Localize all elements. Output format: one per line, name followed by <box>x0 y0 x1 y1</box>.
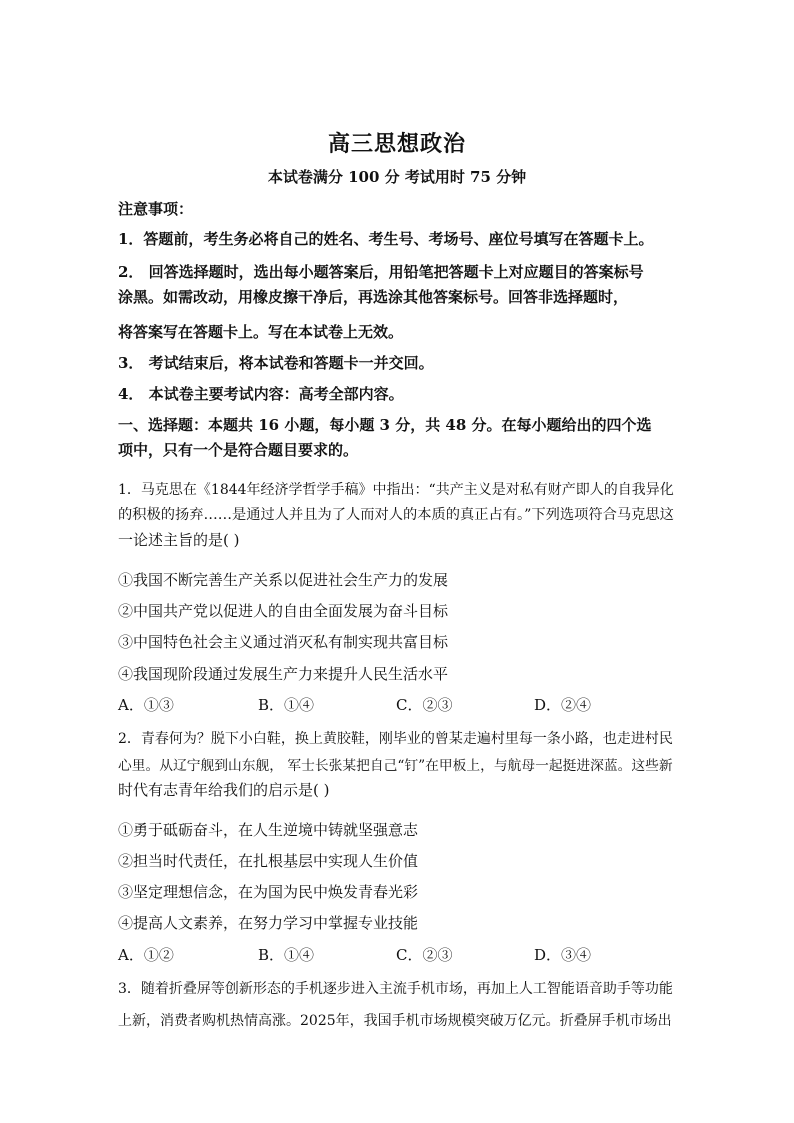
q2-option-c[interactable]: C．②③ <box>396 946 453 964</box>
q1-option-d[interactable]: D．②④ <box>534 696 592 714</box>
q1-stem-line-3: 一论述主旨的是( ) <box>118 531 240 549</box>
note-item-2-line-1: 2． 回答选择题时，选出每小题答案后，用铅笔把答题卡上对应题目的答案标号 <box>118 263 644 281</box>
q1-option-a[interactable]: A．①③ <box>118 696 174 714</box>
q1-statement-2: ②中国共产党以促进人的自由全面发展为奋斗目标 <box>118 602 449 620</box>
q1-statement-4: ④我国现阶段通过发展生产力来提升人民生活水平 <box>118 665 449 683</box>
q1-statement-1: ①我国不断完善生产关系以促进社会生产力的发展 <box>118 571 449 589</box>
exam-info: 本试卷满分 100 分 考试用时 75 分钟 <box>267 168 527 186</box>
q1-statement-3: ③中国特色社会主义通过消灭私有制实现共富目标 <box>118 633 449 651</box>
note-item-1: 1．答题前，考生务必将自己的姓名、考生号、考场号、座位号填写在答题卡上。 <box>118 230 654 248</box>
section-heading-line-2: 项中，只有一个是符合题目要求的。 <box>118 441 359 459</box>
note-item-4: 4． 本试卷主要考试内容：高考全部内容。 <box>118 385 404 403</box>
q2-option-d[interactable]: D．③④ <box>534 946 592 964</box>
q3-stem-line-1: 3．随着折叠屏等创新形态的手机逐步进入主流手机市场，再加上人工智能语音助手等功能 <box>118 981 673 997</box>
page-title: 高三思想政治 <box>327 131 466 157</box>
note-item-2-line-2: 涂黑。如需改动，用橡皮擦干净后，再选涂其他答案标号。回答非选择题时， <box>118 288 629 306</box>
q1-stem-line-2: 的积极的扬弃……是通过人并且为了人而对人的本质的真正占有。”下列选项符合马克思这 <box>118 507 674 523</box>
q2-statement-4: ④提高人文素养，在努力学习中掌握专业技能 <box>118 914 419 932</box>
q2-option-a[interactable]: A．①② <box>118 946 174 964</box>
q1-option-b[interactable]: B．①④ <box>258 696 315 714</box>
q2-option-b[interactable]: B．①④ <box>258 946 315 964</box>
section-heading-line-1: 一、选择题：本题共 16 小题，每小题 3 分，共 48 分。在每小题给出的四个选 <box>118 416 652 434</box>
q2-statement-3: ③坚定理想信念，在为国为民中焕发青春光彩 <box>118 883 419 901</box>
q2-statement-1: ①勇于砥砺奋斗，在人生逆境中铸就坚强意志 <box>118 821 419 839</box>
q2-stem-line-3: 时代有志青年给我们的启示是( ) <box>118 781 330 799</box>
note-item-3: 3． 考试结束后，将本试卷和答题卡一并交回。 <box>118 354 434 372</box>
q3-stem-line-2: 上新，消费者购机热情高涨。2025年，我国手机市场规模突破万亿元。折叠屏手机市场出 <box>118 1013 672 1029</box>
q2-stem-line-1: 2．青春何为？脱下小白鞋，换上黄胶鞋，刚毕业的曾某走遍村里每一条小路，也走进村民 <box>118 731 673 747</box>
q1-stem-line-1: 1．马克思在《1844年经济学哲学手稿》中指出：“共产主义是对私有财产即人的自我异化 <box>118 482 674 498</box>
notes-heading: 注意事项： <box>118 200 194 218</box>
q2-stem-line-2: 心里。从辽宁舰到山东舰， 军士长张某把自己“钉”在甲板上，与航母一起挺进深蓝。这些新 <box>118 758 673 774</box>
q2-statement-2: ②担当时代责任，在扎根基层中实现人生价值 <box>118 852 419 870</box>
q1-option-c[interactable]: C．②③ <box>396 696 453 714</box>
note-item-2-line-3: 将答案写在答题卡上。写在本试卷上无效。 <box>118 323 404 341</box>
